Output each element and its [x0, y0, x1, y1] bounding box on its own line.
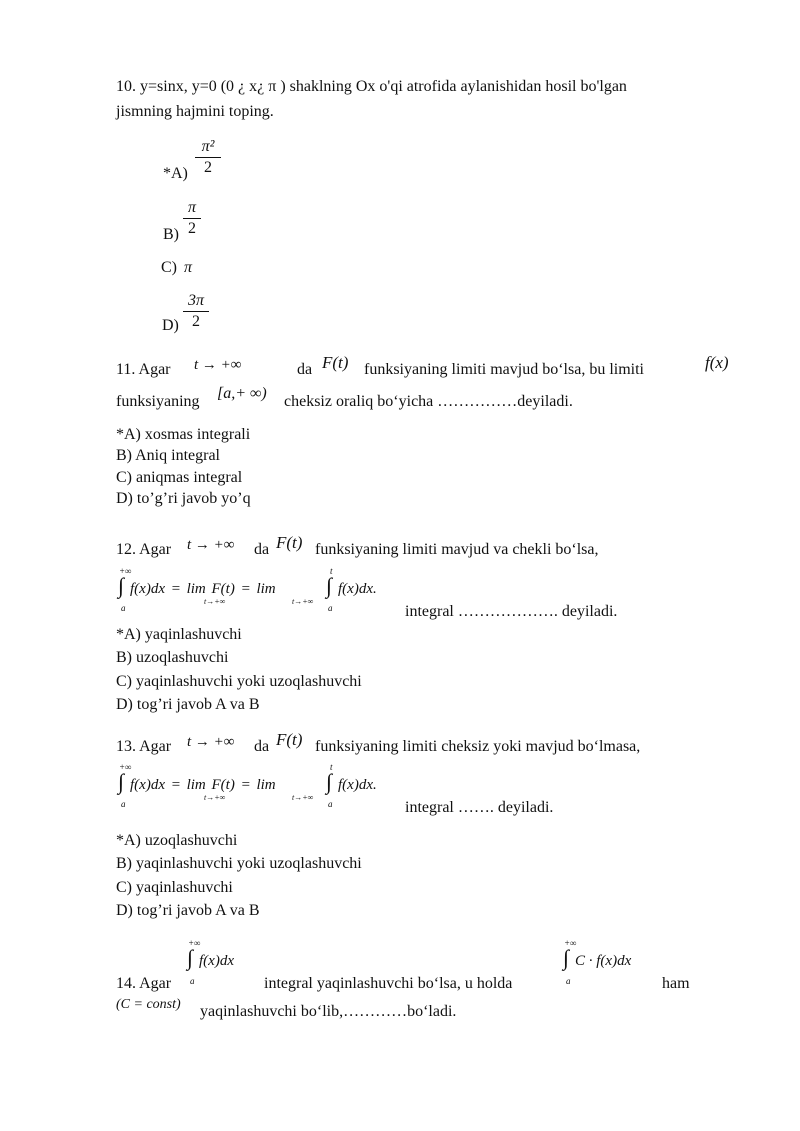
- integral-sign-icon: ∫: [326, 769, 333, 794]
- q14-int2-upper: +∞: [564, 938, 577, 948]
- integral-sign-icon: ∫: [563, 945, 570, 970]
- q12-formula-end: f(x)dx.: [338, 581, 377, 597]
- q10-option-d-fraction: 3π 2: [183, 292, 209, 331]
- q12-t3: funksiyaning limiti mavjud va chekli bo‘lsa,: [315, 541, 599, 558]
- q14-t1: 14. Agar: [116, 975, 172, 992]
- q12-option-d: D) tog’ri javob A va B: [116, 696, 260, 713]
- q13-formula-end: f(x)dx.: [338, 777, 377, 793]
- q13-formula-mid: f(x)dx = lim F(t) = lim: [130, 777, 276, 793]
- q12-t1: 12. Agar: [116, 541, 172, 558]
- q11-option-d: D) to’g’ri javob yo’q: [116, 490, 251, 507]
- q13-option-a: *A) uzoqlashuvchi: [116, 832, 238, 849]
- q11-t2: da: [297, 361, 313, 378]
- q11-t5: cheksiz oraliq bo‘yicha ……………deyiladi.: [284, 393, 573, 410]
- integral-sign-icon: ∫: [187, 945, 194, 970]
- q12-option-a: *A) yaqinlashuvchi: [116, 626, 242, 643]
- q11-f: f(x): [705, 353, 729, 372]
- q13-lim-sub-1: t→+∞: [204, 793, 226, 802]
- q13-option-d: D) tog’ri javob A va B: [116, 902, 260, 919]
- q11-option-a: *A) xosmas integrali: [116, 426, 251, 443]
- q14-t4: yaqinlashuvchi bo‘lib,…………bo‘ladi.: [200, 1003, 457, 1020]
- q13-t1: 13. Agar: [116, 738, 172, 755]
- q11-t4: funksiyaning: [116, 393, 200, 410]
- q12-int-lower: a: [121, 603, 126, 613]
- q13-lim-sub-2: t→+∞: [292, 793, 314, 802]
- q10-line2: jismning hajmini toping.: [116, 103, 274, 120]
- q13-cond: t → +∞: [187, 734, 235, 750]
- q14-t3: ham: [662, 975, 690, 992]
- q13-option-b: B) yaqinlashuvchi yoki uzoqlashuvchi: [116, 855, 362, 872]
- integral-sign-icon: ∫: [118, 769, 125, 794]
- q12-lim-sub-1: t→+∞: [204, 597, 226, 606]
- q12-option-c: C) yaqinlashuvchi yoki uzoqlashuvchi: [116, 673, 362, 690]
- q13-int-upper: +∞: [119, 762, 132, 772]
- q11-F: F(t): [322, 353, 349, 372]
- q12-option-b: B) uzoqlashuvchi: [116, 649, 229, 666]
- q13-end-upper: t: [330, 762, 333, 772]
- q10-option-a-fraction: π² 2: [195, 138, 221, 177]
- q14-int1: f(x)dx: [199, 953, 234, 969]
- q10-option-b-fraction: π 2: [183, 199, 201, 238]
- q12-int-upper: +∞: [119, 566, 132, 576]
- q11-t3: funksiyaning limiti mavjud bo‘lsa, bu limiti: [364, 361, 644, 378]
- q12-end-lower: a: [328, 603, 333, 613]
- q13-t2: da: [254, 738, 270, 755]
- q11-option-b: B) Aniq integral: [116, 447, 220, 464]
- q12-t2: da: [254, 541, 270, 558]
- q14-const: (C = const): [116, 997, 181, 1012]
- q10-option-a-label: *A): [163, 165, 188, 182]
- q13-tail: integral ……. deyiladi.: [405, 799, 554, 816]
- q12-formula-mid: f(x)dx = lim F(t) = lim: [130, 581, 276, 597]
- q13-t3: funksiyaning limiti cheksiz yoki mavjud bo‘lmasa,: [315, 738, 641, 755]
- q11-cond: t → +∞: [194, 357, 242, 373]
- q11-option-c: C) aniqmas integral: [116, 469, 243, 486]
- q12-tail: integral ………………. deyiladi.: [405, 603, 618, 620]
- q14-int2: C · f(x)dx: [575, 953, 632, 969]
- q10-line1: 10. y=sinx, y=0 (0 ¿ x¿ π ) shaklning Ox o'qi atrofida aylanishidan hosil bo'lgan: [116, 78, 627, 95]
- q14-int1-upper: +∞: [188, 938, 201, 948]
- q10-option-d-label: D): [162, 317, 179, 334]
- q11-interval: [a,+ ∞): [217, 385, 267, 402]
- q12-lim-sub-2: t→+∞: [292, 597, 314, 606]
- q14-t2: integral yaqinlashuvchi bo‘lsa, u holda: [264, 975, 513, 992]
- q12-F: F(t): [276, 533, 303, 552]
- q11-t1: 11. Agar: [116, 361, 171, 378]
- q13-end-lower: a: [328, 799, 333, 809]
- q14-int1-lower: a: [190, 976, 195, 986]
- q12-end-upper: t: [330, 566, 333, 576]
- q13-option-c: C) yaqinlashuvchi: [116, 879, 233, 896]
- q10-option-b-label: B): [163, 226, 179, 243]
- integral-sign-icon: ∫: [326, 573, 333, 598]
- q12-cond: t → +∞: [187, 537, 235, 553]
- q13-int-lower: a: [121, 799, 126, 809]
- q10-option-c-label: C): [161, 259, 177, 276]
- q14-int2-lower: a: [566, 976, 571, 986]
- q13-F: F(t): [276, 730, 303, 749]
- q10-option-c-value: π: [184, 259, 193, 276]
- integral-sign-icon: ∫: [118, 573, 125, 598]
